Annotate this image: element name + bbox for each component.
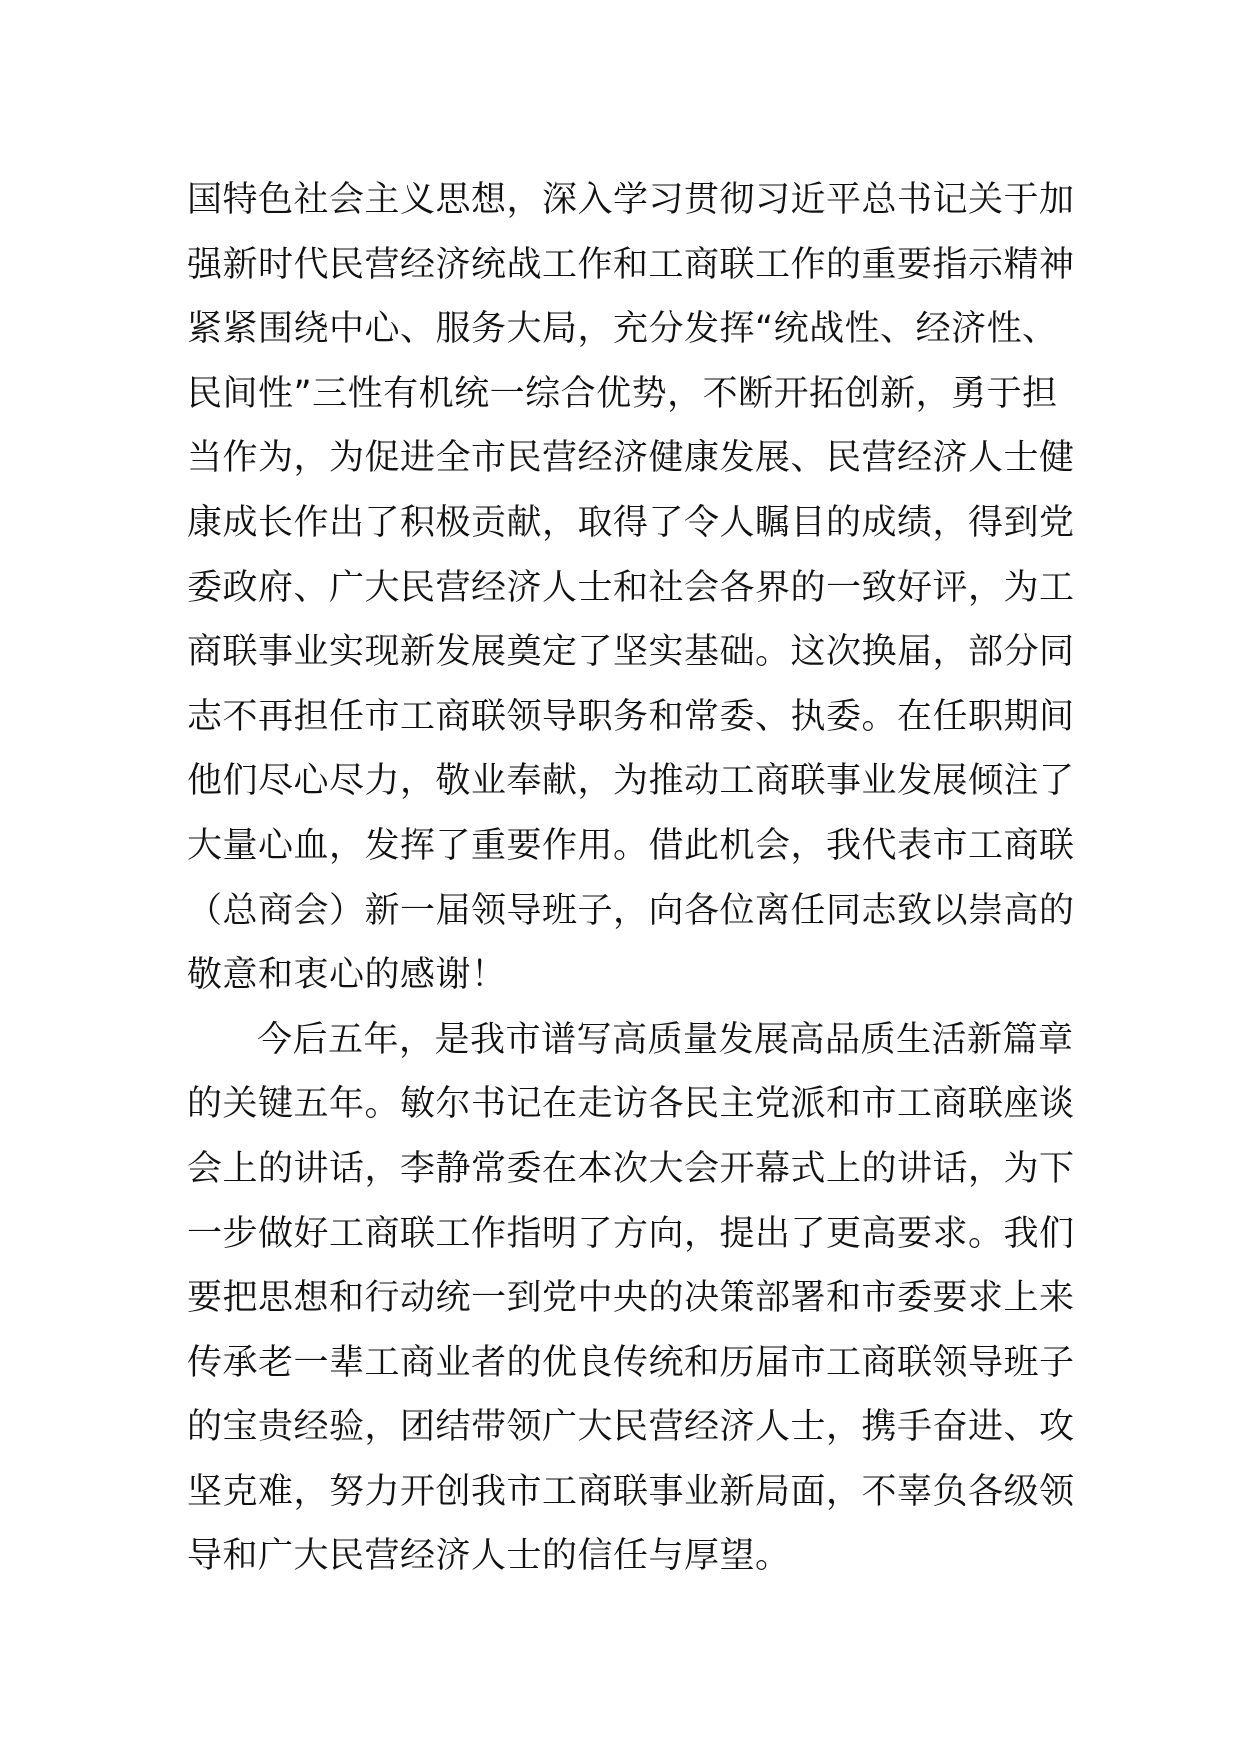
text-line: 敬意和衷心的感谢！ — [187, 955, 507, 996]
text-line: 一步做好工商联工作指明了方向，提出了更高要求。我们 — [187, 1213, 1075, 1254]
text-line: 康成长作出了积极贡献，取得了令人瞩目的成绩，得到党 — [187, 502, 1075, 543]
text-line: 会上的讲话，李静常委在本次大会开幕式上的讲话，为下 — [187, 1148, 1075, 1189]
text-line: 坚克难，努力开创我市工商联事业新局面，不辜负各级领 — [187, 1471, 1075, 1512]
text-line: （总商会）新一届领导班子，向各位离任同志致以崇高的 — [187, 890, 1075, 931]
body-text — [187, 168, 1075, 1589]
text-line: 志不再担任市工商联领导职务和常委、执委。在任职期间 — [187, 696, 1075, 737]
text-line: 当作为，为促进全市民营经济健康发展、民营经济人士健 — [187, 438, 1075, 479]
text-line: 委政府、广大民营经济人士和社会各界的一致好评，为工 — [187, 567, 1075, 608]
paragraph-2 — [187, 1008, 1075, 1589]
text-line: 大量心血，发挥了重要作用。借此机会，我代表市工商联 — [187, 825, 1075, 866]
text-line: 的宝贵经验，团结带领广大民营经济人士，携手奋进、攻 — [187, 1407, 1075, 1448]
text-line: 传承老一辈工商业者的优良传统和历届市工商联领导班子 — [187, 1342, 1075, 1383]
text-line: 要把思想和行动统一到党中央的决策部署和市委要求上来 — [187, 1278, 1075, 1319]
text-line: 他们尽心尽力，敬业奉献，为推动工商联事业发展倾注了 — [187, 761, 1075, 802]
text-line: 国特色社会主义思想，深入学习贯彻习近平总书记关于加 — [187, 180, 1075, 220]
text-line: 紧紧围绕中心、服务大局，充分发挥“统战性、经济性、 — [187, 309, 1058, 350]
paragraph-1 — [187, 168, 1075, 1008]
text-line: 民间性”三性有机统一综合优势，不断开拓创新，勇于担 — [187, 373, 1058, 414]
text-line: 导和广大民营经济人士的信任与厚望。 — [187, 1536, 791, 1577]
text-line: 商联事业实现新发展奠定了坚实基础。这次换届，部分同 — [187, 632, 1075, 673]
text-line: 强新时代民营经济统战工作和工商联工作的重要指示精神 — [187, 244, 1075, 285]
text-line: 的关键五年。敏尔书记在走访各民主党派和市工商联座谈 — [187, 1084, 1075, 1125]
text-line: 今后五年，是我市谱写高质量发展高品质生活新篇章 — [257, 1019, 1074, 1060]
